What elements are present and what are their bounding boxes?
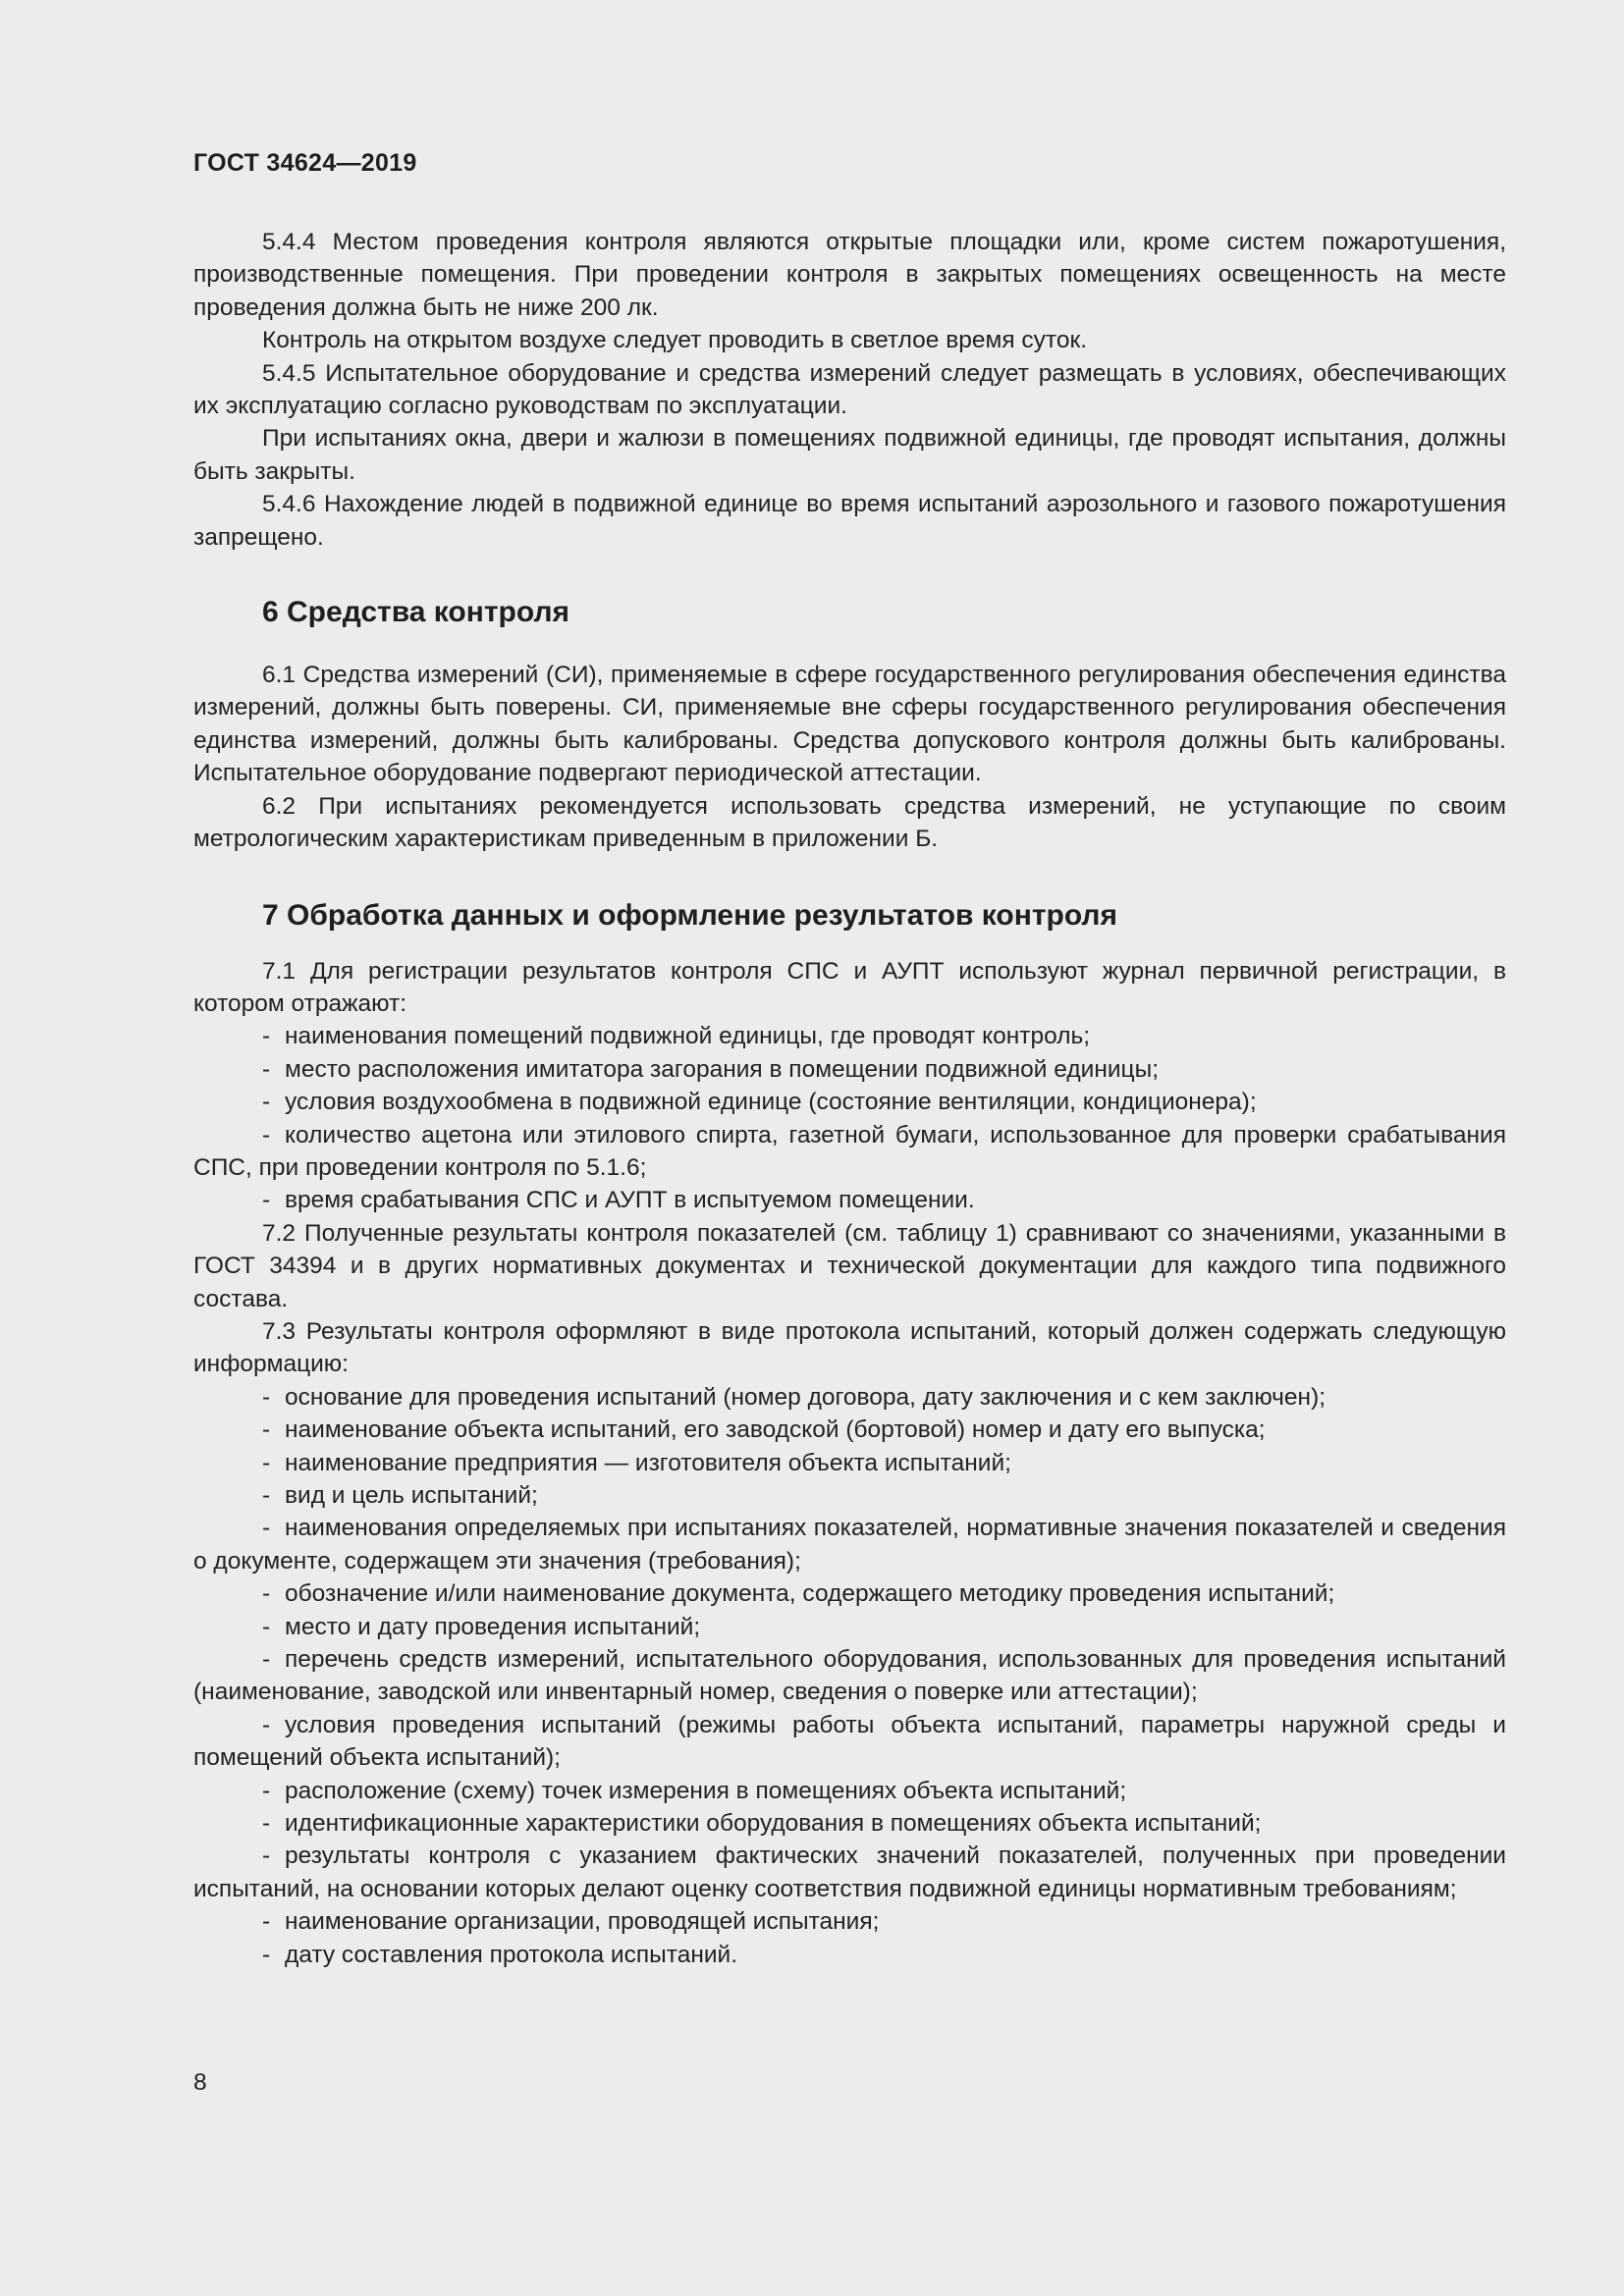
list-item: - наименование предприятия — изготовителя объекта испытаний;	[193, 1447, 1506, 1479]
list-dash: -	[262, 1055, 271, 1083]
list-item: - результаты контроля с указанием фактических значений показателей, полученных при проведении испытаний, на основании которых делают оценку соответствия подвижной единицы нормативным требованиям;	[193, 1840, 1506, 1905]
section-7-heading: 7 Обработка данных и оформление результатов контроля	[262, 898, 1117, 932]
list-item: - вид и цель испытаний;	[193, 1479, 1506, 1512]
paragraph-outdoor-control: Контроль на открытом воздухе следует проводить в светлое время суток.	[262, 327, 1087, 354]
list-dash: -	[262, 1482, 271, 1509]
paragraph-5-4-5: 5.4.5 Испытательное оборудование и средства измерений следует размещать в условиях, обеспечивающих их эксплуатацию согласно руководствам по эксплуатации.	[193, 359, 1506, 420]
paragraph-6-2: 6.2 При испытаниях рекомендуется использовать средства измерений, не уступающие по своим метрологическим характеристикам приведенным в приложении Б.	[193, 792, 1506, 853]
paragraph-5-4-6: 5.4.6 Нахождение людей в подвижной единице во время испытаний аэрозольного и газового пожаротушения запрещено.	[193, 491, 1506, 551]
list-dash: -	[262, 1580, 271, 1608]
list-dash: -	[262, 1089, 271, 1116]
list-dash: -	[262, 1383, 271, 1411]
document-header: ГОСТ 34624—2019	[193, 149, 417, 177]
list-dash: -	[262, 1187, 271, 1214]
list-dash: -	[262, 1515, 271, 1542]
list-dash: -	[262, 1777, 271, 1804]
list-item: - условия воздухообмена в подвижной единице (состояние вентиляции, кондиционера);	[193, 1086, 1506, 1118]
list-dash: -	[262, 1908, 271, 1936]
list-item: - обозначение и/или наименование документа, содержащего методику проведения испытаний;	[193, 1577, 1506, 1610]
list-dash: -	[262, 1023, 271, 1050]
paragraph-7-1: 7.1 Для регистрации результатов контроля СПС и АУПТ используют журнал первичной регистрации, в котором отражают:	[193, 957, 1506, 1017]
paragraph-5-4-4: 5.4.4 Местом проведения контроля являются открытые площадки или, кроме систем пожаротушения, производственные помещения. При проведении контроля в закрытых помещениях освещенность на месте проведения должна быть не ниже 200 лк.	[193, 229, 1506, 321]
paragraph-windows-closed: При испытаниях окна, двери и жалюзи в помещениях подвижной единицы, где проводят испытания, должны быть закрыты.	[193, 425, 1506, 485]
list-item: - наименование объекта испытаний, его заводской (бортовой) номер и дату его выпуска;	[193, 1414, 1506, 1446]
page-number: 8	[193, 2069, 207, 2096]
list-item: - перечень средств измерений, испытательного оборудования, использованных для проведения испытаний (наименование, заводской или инвентарный номер, сведения о поверке или аттестации);	[193, 1643, 1506, 1709]
list-dash: -	[262, 1711, 271, 1738]
paragraph-6-1: 6.1 Средства измерений (СИ), применяемые в сфере государственного регулирования обеспечения единства измерений, должны быть поверены. СИ, применяемые вне сферы государственного регулирования обеспечения единства измерений, должны быть калиброваны. Средства допускового контроля должны быть калиброваны. Испытательное оборудование подвергают периодической аттестации.	[193, 662, 1506, 787]
list-dash: -	[262, 1842, 271, 1870]
list-item: - количество ацетона или этилового спирта, газетной бумаги, использованное для проверки срабатывания СПС, при проведении контроля по 5.1.6;	[193, 1119, 1506, 1185]
list-item: - наименования помещений подвижной единицы, где проводят контроль;	[193, 1020, 1506, 1052]
list-item: - наименование организации, проводящей испытания;	[193, 1905, 1506, 1938]
paragraph-7-3: 7.3 Результаты контроля оформляют в виде протокола испытаний, который должен содержать следующую информацию:	[193, 1317, 1506, 1378]
list-item: - условия проведения испытаний (режимы работы объекта испытаний, параметры наружной среды и помещений объекта испытаний);	[193, 1709, 1506, 1775]
list-dash: -	[262, 1646, 271, 1674]
list-item: - наименования определяемых при испытаниях показателей, нормативные значения показателей и сведения о документе, содержащем эти значения (требования);	[193, 1512, 1506, 1577]
list-item: - расположение (схему) точек измерения в помещениях объекта испытаний;	[193, 1775, 1506, 1807]
list-item: - время срабатывания СПС и АУПТ в испытуемом помещении.	[193, 1184, 1506, 1216]
list-dash: -	[262, 1449, 271, 1476]
section-6-heading: 6 Средства контроля	[262, 596, 570, 629]
list-dash: -	[262, 1941, 271, 1968]
list-dash: -	[262, 1416, 271, 1444]
list-dash: -	[262, 1810, 271, 1838]
list-item: - место и дату проведения испытаний;	[193, 1611, 1506, 1643]
list-item: - место расположения имитатора загорания в помещении подвижной единицы;	[193, 1053, 1506, 1086]
list-dash: -	[262, 1613, 271, 1640]
list-item: - основание для проведения испытаний (номер договора, дату заключения и с кем заключен);	[193, 1381, 1506, 1414]
list-dash: -	[262, 1121, 271, 1148]
list-item: - дату составления протокола испытаний.	[193, 1939, 1506, 1971]
paragraph-7-2: 7.2 Полученные результаты контроля показателей (см. таблицу 1) сравнивают со значениями, указанными в ГОСТ 34394 и в других нормативных документах и технической документации для каждого типа подвижного состава.	[193, 1219, 1506, 1312]
list-item: - идентификационные характеристики оборудования в помещениях объекта испытаний;	[193, 1807, 1506, 1840]
document-body	[193, 226, 1506, 1971]
